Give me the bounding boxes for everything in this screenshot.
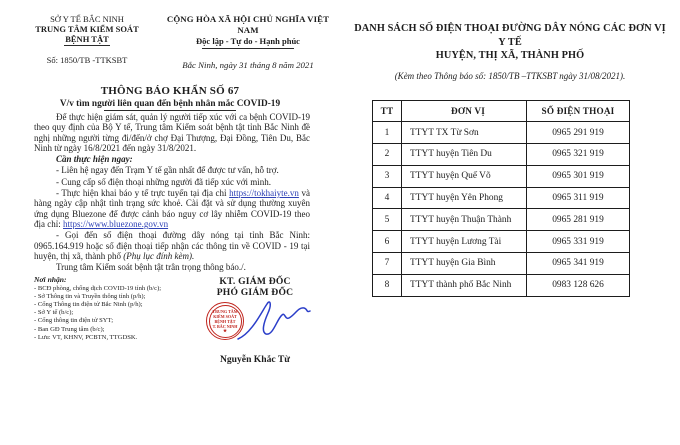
appendix-title-line2: HUYỆN, THỊ XÃ, THÀNH PHỐ (435, 50, 585, 61)
signer-title-onbehalf: KT. GIÁM ĐỐC (219, 276, 291, 287)
bluezone-link[interactable]: https://www.bluezone.gov.vn (63, 218, 169, 229)
table-header-cell: SỐ ĐIỆN THOẠI (527, 100, 630, 122)
phone-number-cell: 0965 291 919 (527, 122, 630, 144)
org-parent-name: SỞ Y TẾ BẮC NINH (50, 14, 124, 24)
recipient-item: - Sở Y tế (b/c); (34, 309, 74, 317)
bullet-bluezone-text: và hàng ngày cập nhật tình trạng sức khoẻ. Cài đặt và sử dụng thường xuyên ứng dụng Bluezone để được cảnh báo nguy cơ lây nhiễm COVID-19 theo địa chỉ: (34, 188, 310, 229)
recipient-item: - Sở Thông tin và Truyền thông tỉnh (p/h); (34, 293, 146, 301)
recipient-item: - Cổng thông tin điện tử SYT; (34, 317, 114, 325)
recipient-item: - BCĐ phòng, chống dịch COVID-19 tỉnh (b/c); (34, 285, 162, 293)
phone-number-cell: 0965 321 919 (527, 144, 630, 166)
bullet-contact-health-station: - Liên hệ ngay đến Trạm Y tế gần nhất để được tư vấn, hỗ trợ. (56, 165, 279, 176)
recipient-item: - Cổng Thông tin điện tử Bắc Ninh (p/h); (34, 301, 143, 309)
row-number-cell: 7 (373, 253, 402, 275)
signer-title-deputy-director: PHÓ GIÁM ĐỐC (216, 287, 294, 298)
table-row (373, 209, 630, 231)
national-motto-line1: CỘNG HÒA XÃ HỘI CHỦ NGHĨA VIỆT NAM (166, 14, 330, 35)
row-number-cell: 4 (373, 187, 402, 209)
recipients-heading: Nơi nhận: (34, 275, 67, 284)
national-header-block (166, 14, 340, 70)
national-motto-line2: Độc lập - Tự do - Hạnh phúc (196, 36, 300, 46)
recipient-item: - Ban GĐ Trung tâm (b/c); (34, 325, 105, 333)
action-heading: Cần thực hiện ngay: (56, 154, 133, 165)
phone-number-cell: 0965 311 919 (527, 187, 630, 209)
unit-name-cell: TTYT huyện Yên Phong (402, 187, 527, 209)
hotline-table (372, 100, 630, 297)
unit-name-cell: TTYT TX Từ Sơn (402, 122, 527, 144)
motto-underline (202, 48, 294, 49)
unit-name-cell: TTYT huyện Quế Võ (402, 165, 527, 187)
org-name-line1: TRUNG TÂM KIỂM SOÁT (35, 24, 139, 34)
phone-number-cell: 0965 281 919 (527, 209, 630, 231)
appendix-title-line1: DANH SÁCH SỐ ĐIỆN THOẠI ĐƯỜNG DÂY NÓNG CÁC ĐƠN VỊ Y TẾ (354, 23, 666, 48)
recipients-block (34, 276, 186, 365)
notice-subtitle: V/v tìm người liên quan đến bệnh nhân mắc COVID-19 (59, 99, 281, 109)
stamp-line-2: KIỂM SOÁT BỆNH TẬT (213, 313, 237, 324)
subtitle-underline (104, 110, 236, 111)
unit-name-cell: TTYT huyện Thuận Thành (402, 209, 527, 231)
table-row (373, 274, 630, 296)
tokhaiyte-link[interactable]: https://tokhaiyte.vn (229, 188, 299, 199)
phone-number-cell: 0965 331 919 (527, 231, 630, 253)
issuing-org-block (0, 14, 166, 70)
bullet-online-declaration (34, 188, 310, 229)
phone-number-cell: 0983 128 626 (527, 274, 630, 296)
bullet-hotline-text: - Gọi đến số điện thoại đường dây nóng tại tỉnh Bắc Ninh: 0965.164.919 hoặc số điện thoại tiếp nhận các thông tin về COVID - 19 tại huyện, thị xã, thành phố (34, 230, 310, 261)
document-number: Số: 1850/TB -TTKSBT (46, 55, 128, 65)
table-body (373, 122, 630, 296)
bullet-online-declaration-text: - Thực hiện khai báo y tế trực tuyến tại địa chỉ (56, 188, 230, 199)
recipient-item: - Lưu: VT, KHNV, PCBTN, TTGDSK. (34, 333, 138, 341)
notice-title: THÔNG BÁO KHẨN SỐ 67 (100, 85, 240, 97)
appendix-title (352, 22, 668, 63)
table-row (373, 187, 630, 209)
document-header (0, 0, 340, 70)
org-underline (64, 45, 110, 46)
table-header-cell: TT (373, 100, 402, 122)
row-number-cell: 3 (373, 165, 402, 187)
appendix-reference: (Phụ lục đính kèm). (123, 250, 195, 261)
phone-number-cell: 0965 301 919 (527, 165, 630, 187)
table-row (373, 165, 630, 187)
stamp-star-icon: ★ (222, 327, 228, 333)
closing-line: Trung tâm Kiểm soát bệnh tật trân trọng thông báo./. (56, 262, 246, 273)
bullet-hotline (34, 230, 310, 261)
signature-block (186, 276, 324, 365)
stamp-and-signature-area (186, 301, 324, 353)
unit-name-cell: TTYT huyện Gia Bình (402, 253, 527, 275)
recipients-list (34, 285, 186, 342)
appendix-note: (Kèm theo Thông báo số: 1850/TB –TTKSBT ngày 31/08/2021). (394, 70, 626, 81)
handwritten-signature (234, 297, 314, 347)
page-right-appendix (340, 0, 680, 445)
unit-name-cell: TTYT thành phố Bắc Ninh (402, 274, 527, 296)
phone-number-cell: 0965 341 919 (527, 253, 630, 275)
document-footer (34, 276, 324, 365)
table-header-cell: ĐƠN VỊ (402, 100, 527, 122)
row-number-cell: 1 (373, 122, 402, 144)
signer-name: Nguyễn Khắc Từ (219, 354, 291, 365)
notice-body (34, 112, 310, 273)
row-number-cell: 5 (373, 209, 402, 231)
table-header-row (373, 100, 630, 122)
org-name-line2: BỆNH TẬT (65, 34, 109, 44)
table-row (373, 144, 630, 166)
row-number-cell: 2 (373, 144, 402, 166)
unit-name-cell: TTYT huyện Tiên Du (402, 144, 527, 166)
stamp-line-3: T. BẮC NINH (212, 323, 238, 329)
table-row (373, 231, 630, 253)
unit-name-cell: TTYT huyện Lương Tài (402, 231, 527, 253)
table-row (373, 253, 630, 275)
stamp-line-1: TRUNG TÂM (212, 308, 238, 314)
row-number-cell: 8 (373, 274, 402, 296)
paragraph-intro: Để thực hiện giám sát, quản lý người tiếp xúc với ca bệnh COVID-19 theo quy định của Bộ Y tế, Trung tâm Kiểm soát bệnh tật tỉnh Bắc Ninh đề nghị những người từng đi/đến/ở chợ Đại Thượng, Đại Đồng, Tiên Du, Bắc Ninh từ ngày 16/8/2021 đến ngày 31/8/2021. (34, 112, 310, 153)
table-row (373, 122, 630, 144)
date-place-line: Bắc Ninh, ngày 31 tháng 8 năm 2021 (182, 59, 314, 70)
row-number-cell: 6 (373, 231, 402, 253)
bullet-provide-contacts: - Cung cấp số điện thoại những người đã tiếp xúc với mình. (56, 176, 271, 187)
